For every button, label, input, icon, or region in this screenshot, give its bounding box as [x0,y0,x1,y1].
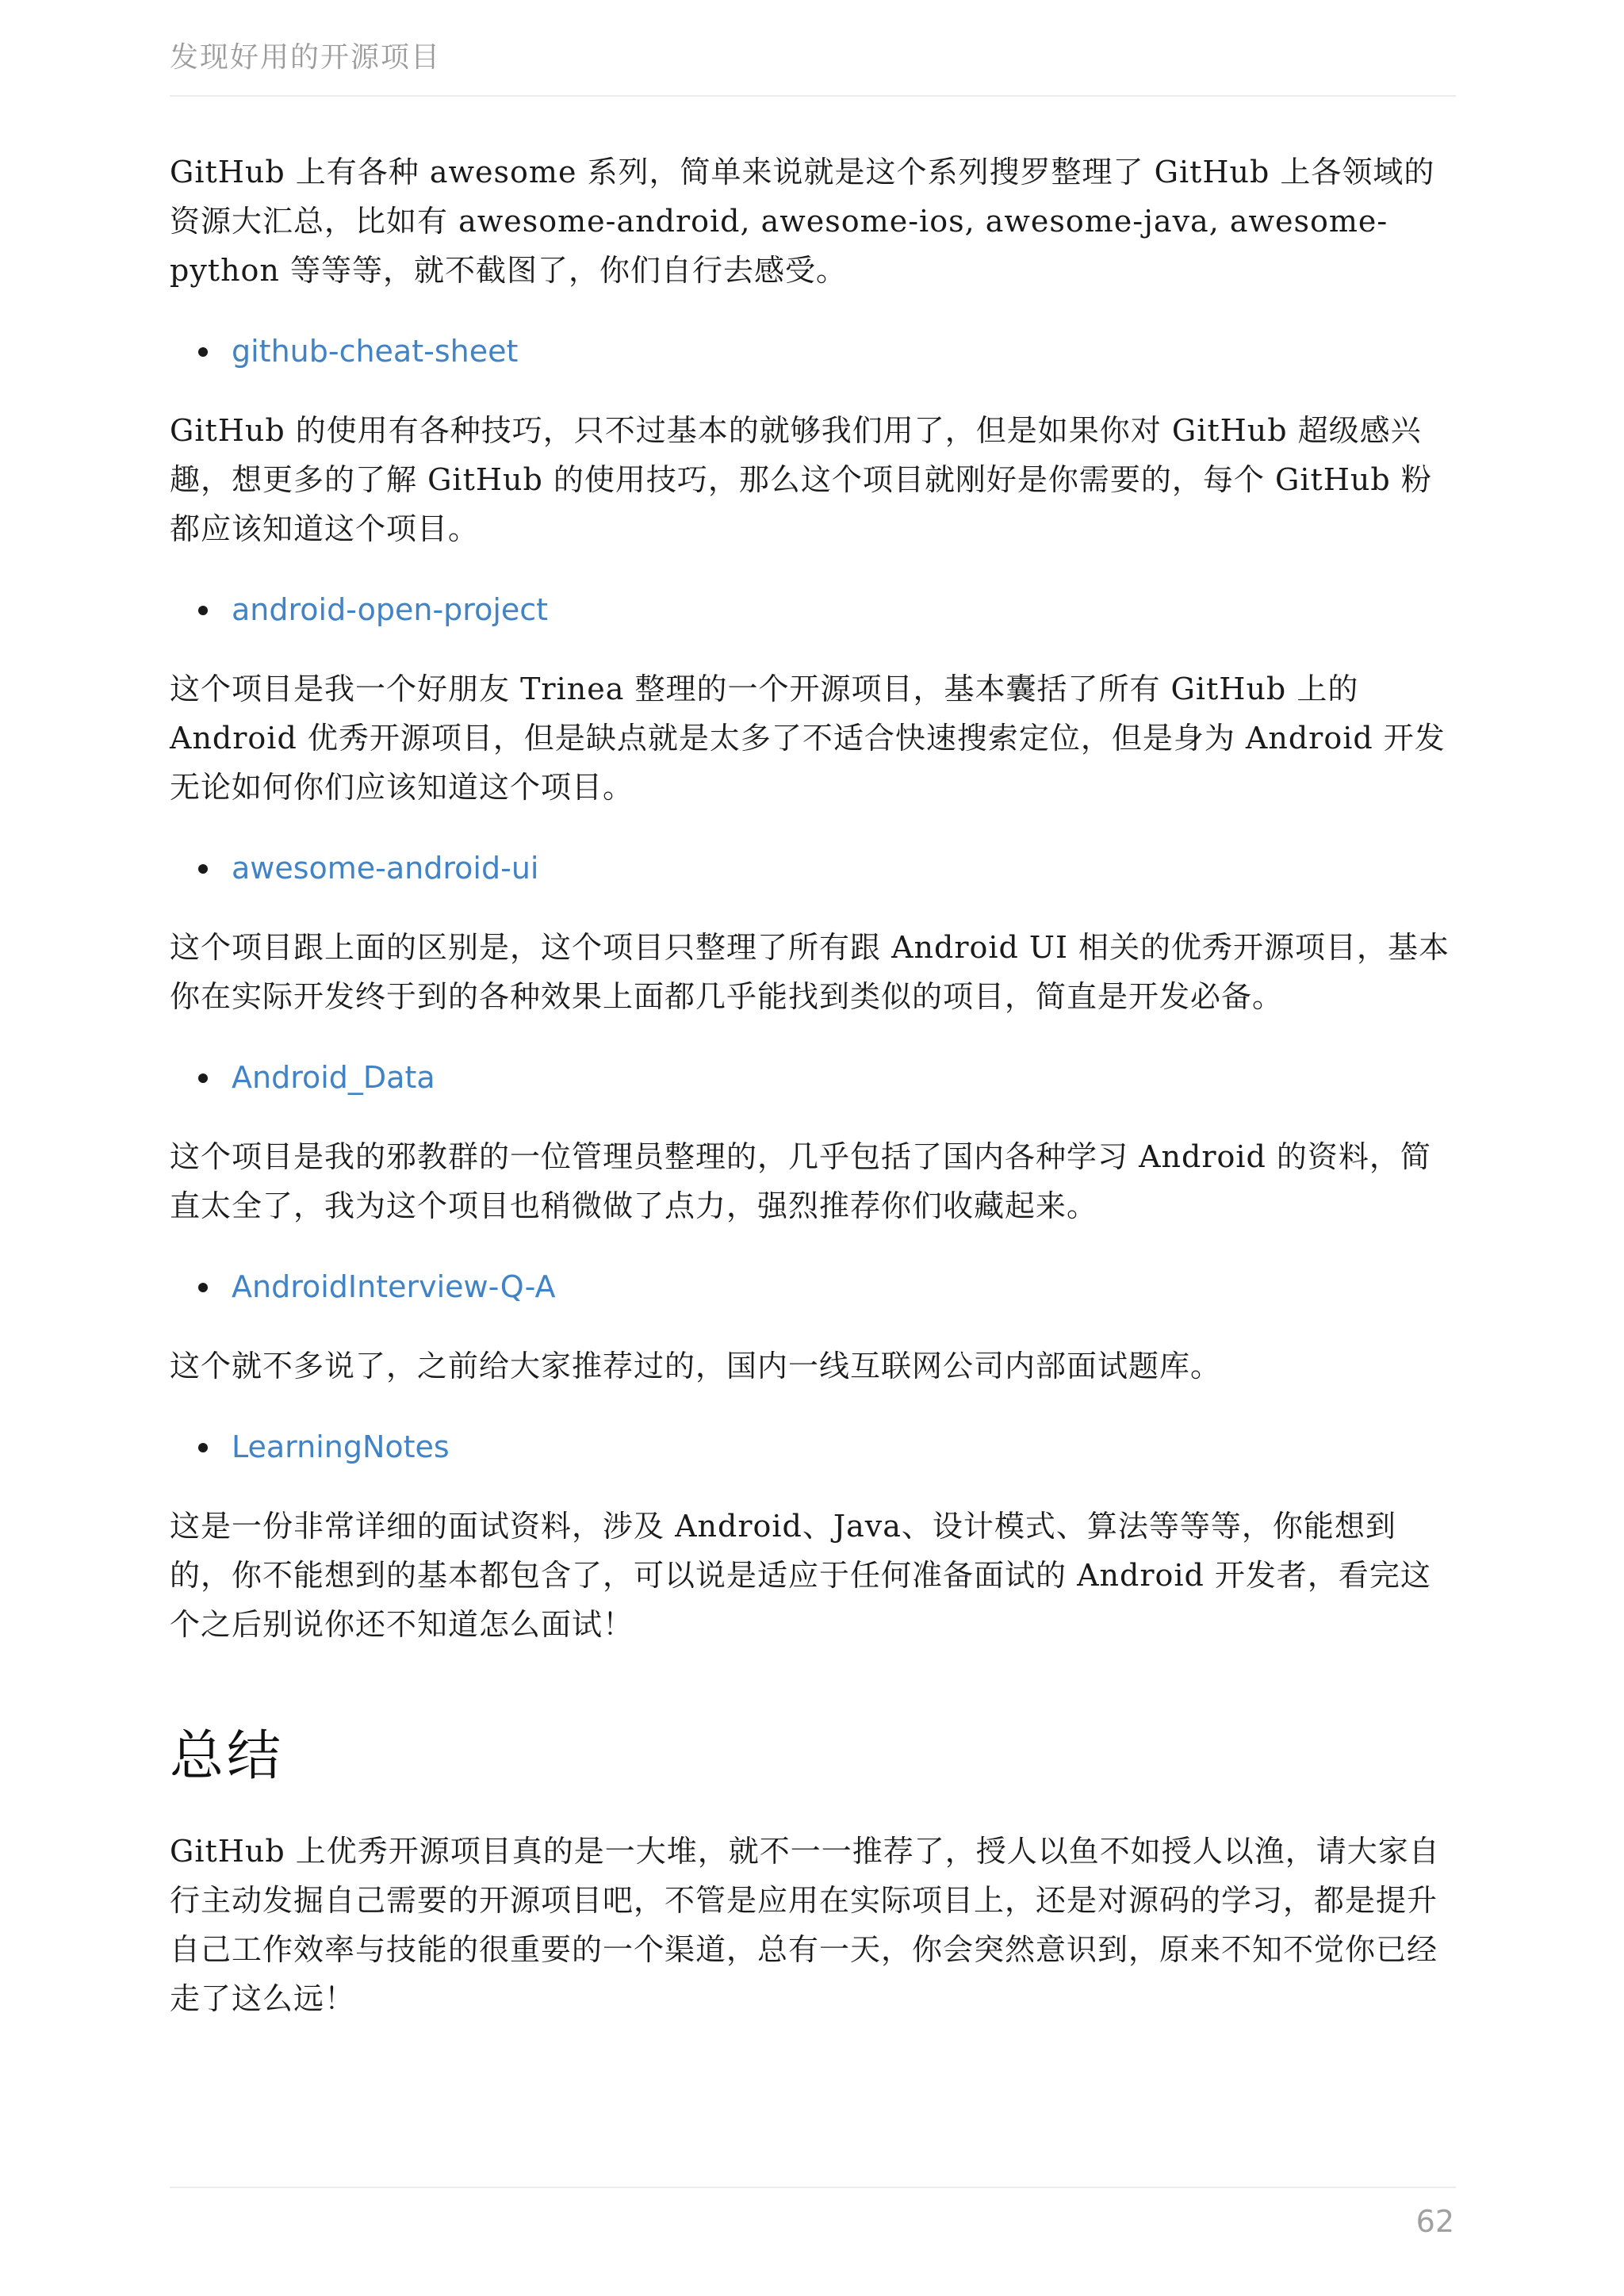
bullet-icon [198,864,208,874]
bullet-icon [198,1283,208,1292]
running-header: 发现好用的开源项目 [170,41,442,74]
link-list [170,1053,1456,1102]
link-list [170,844,1456,893]
bullet-icon [198,1073,208,1083]
link-list [170,1262,1456,1311]
bullet-icon [198,606,208,615]
bullet-icon [198,1443,208,1452]
header-divider [170,95,1456,97]
paragraph-android-data: 这个项目是我的邪教群的一位管理员整理的，几乎包括了国内各种学习 Android 的资料，简直太全了，我为这个项目也稍微做了点力，强烈推荐你们收藏起来。 [170,1139,1431,1223]
section-heading-summary: 总结 [170,1725,285,1788]
link-awesome-android-ui[interactable]: awesome-android-ui [232,851,539,886]
link-android-open-project[interactable]: android-open-project [232,592,549,627]
list-item [170,327,1456,376]
page-number: 62 [1415,2204,1454,2239]
link-android-data[interactable]: Android_Data [232,1060,435,1095]
paragraph-open-project: 这个项目是我一个好朋友 Trinea 整理的一个开源项目，基本囊括了所有 GitHub 上的 Android 优秀开源项目，但是缺点就是太多了不适合快速搜索定位，但是身为 Android 开发无论如何你们应该知道这个项目。 [170,672,1446,805]
paragraph-learning-notes: 这是一份非常详细的面试资料，涉及 Android、Java、设计模式、算法等等等，你能想到的，你不能想到的基本都包含了，可以说是适应于任何准备面试的 Android 开发者，看完这个之后别说你还不知道怎么面试！ [170,1509,1431,1642]
page-content [170,147,1456,2055]
link-github-cheat-sheet[interactable]: github-cheat-sheet [232,334,519,369]
list-item [170,585,1456,634]
link-list [170,327,1456,376]
bullet-icon [198,347,208,357]
list-item [170,1262,1456,1311]
link-android-interview[interactable]: AndroidInterview-Q-A [232,1269,556,1304]
list-item [170,1422,1456,1471]
list-item [170,844,1456,893]
paragraph-awesome: GitHub 上有各种 awesome 系列，简单来说就是这个系列搜罗整理了 GitHub 上各领域的资源大汇总，比如有 awesome-android, awesome-ios, awesome-java, awesome-python 等等等，就不截图了，你们自行去感受。 [170,155,1435,288]
link-learning-notes[interactable]: LearningNotes [232,1429,450,1464]
footer-divider [170,2187,1456,2188]
paragraph-android-ui: 这个项目跟上面的区别是，这个项目只整理了所有跟 Android UI 相关的优秀开源项目，基本你在实际开发终于到的各种效果上面都几乎能找到类似的项目，简直是开发必备。 [170,930,1450,1014]
paragraph-summary: GitHub 上优秀开源项目真的是一大堆，就不一一推荐了，授人以鱼不如授人以渔，请大家自行主动发掘自己需要的开源项目吧，不管是应用在实际项目上，还是对源码的学习，都是提升自己工作效率与技能的很重要的一个渠道，总有一天，你会突然意识到，原来不知不觉你已经走了这么远！ [170,1834,1440,2016]
link-list [170,585,1456,634]
list-item [170,1053,1456,1102]
paragraph-interview: 这个就不多说了，之前给大家推荐过的，国内一线互联网公司内部面试题库。 [170,1349,1222,1383]
paragraph-cheat-sheet: GitHub 的使用有各种技巧，只不过基本的就够我们用了，但是如果你对 GitHub 超级感兴趣，想更多的了解 GitHub 的使用技巧，那么这个项目就刚好是你需要的，每个 GitHub 粉都应该知道这个项目。 [170,413,1432,546]
link-list [170,1422,1456,1471]
